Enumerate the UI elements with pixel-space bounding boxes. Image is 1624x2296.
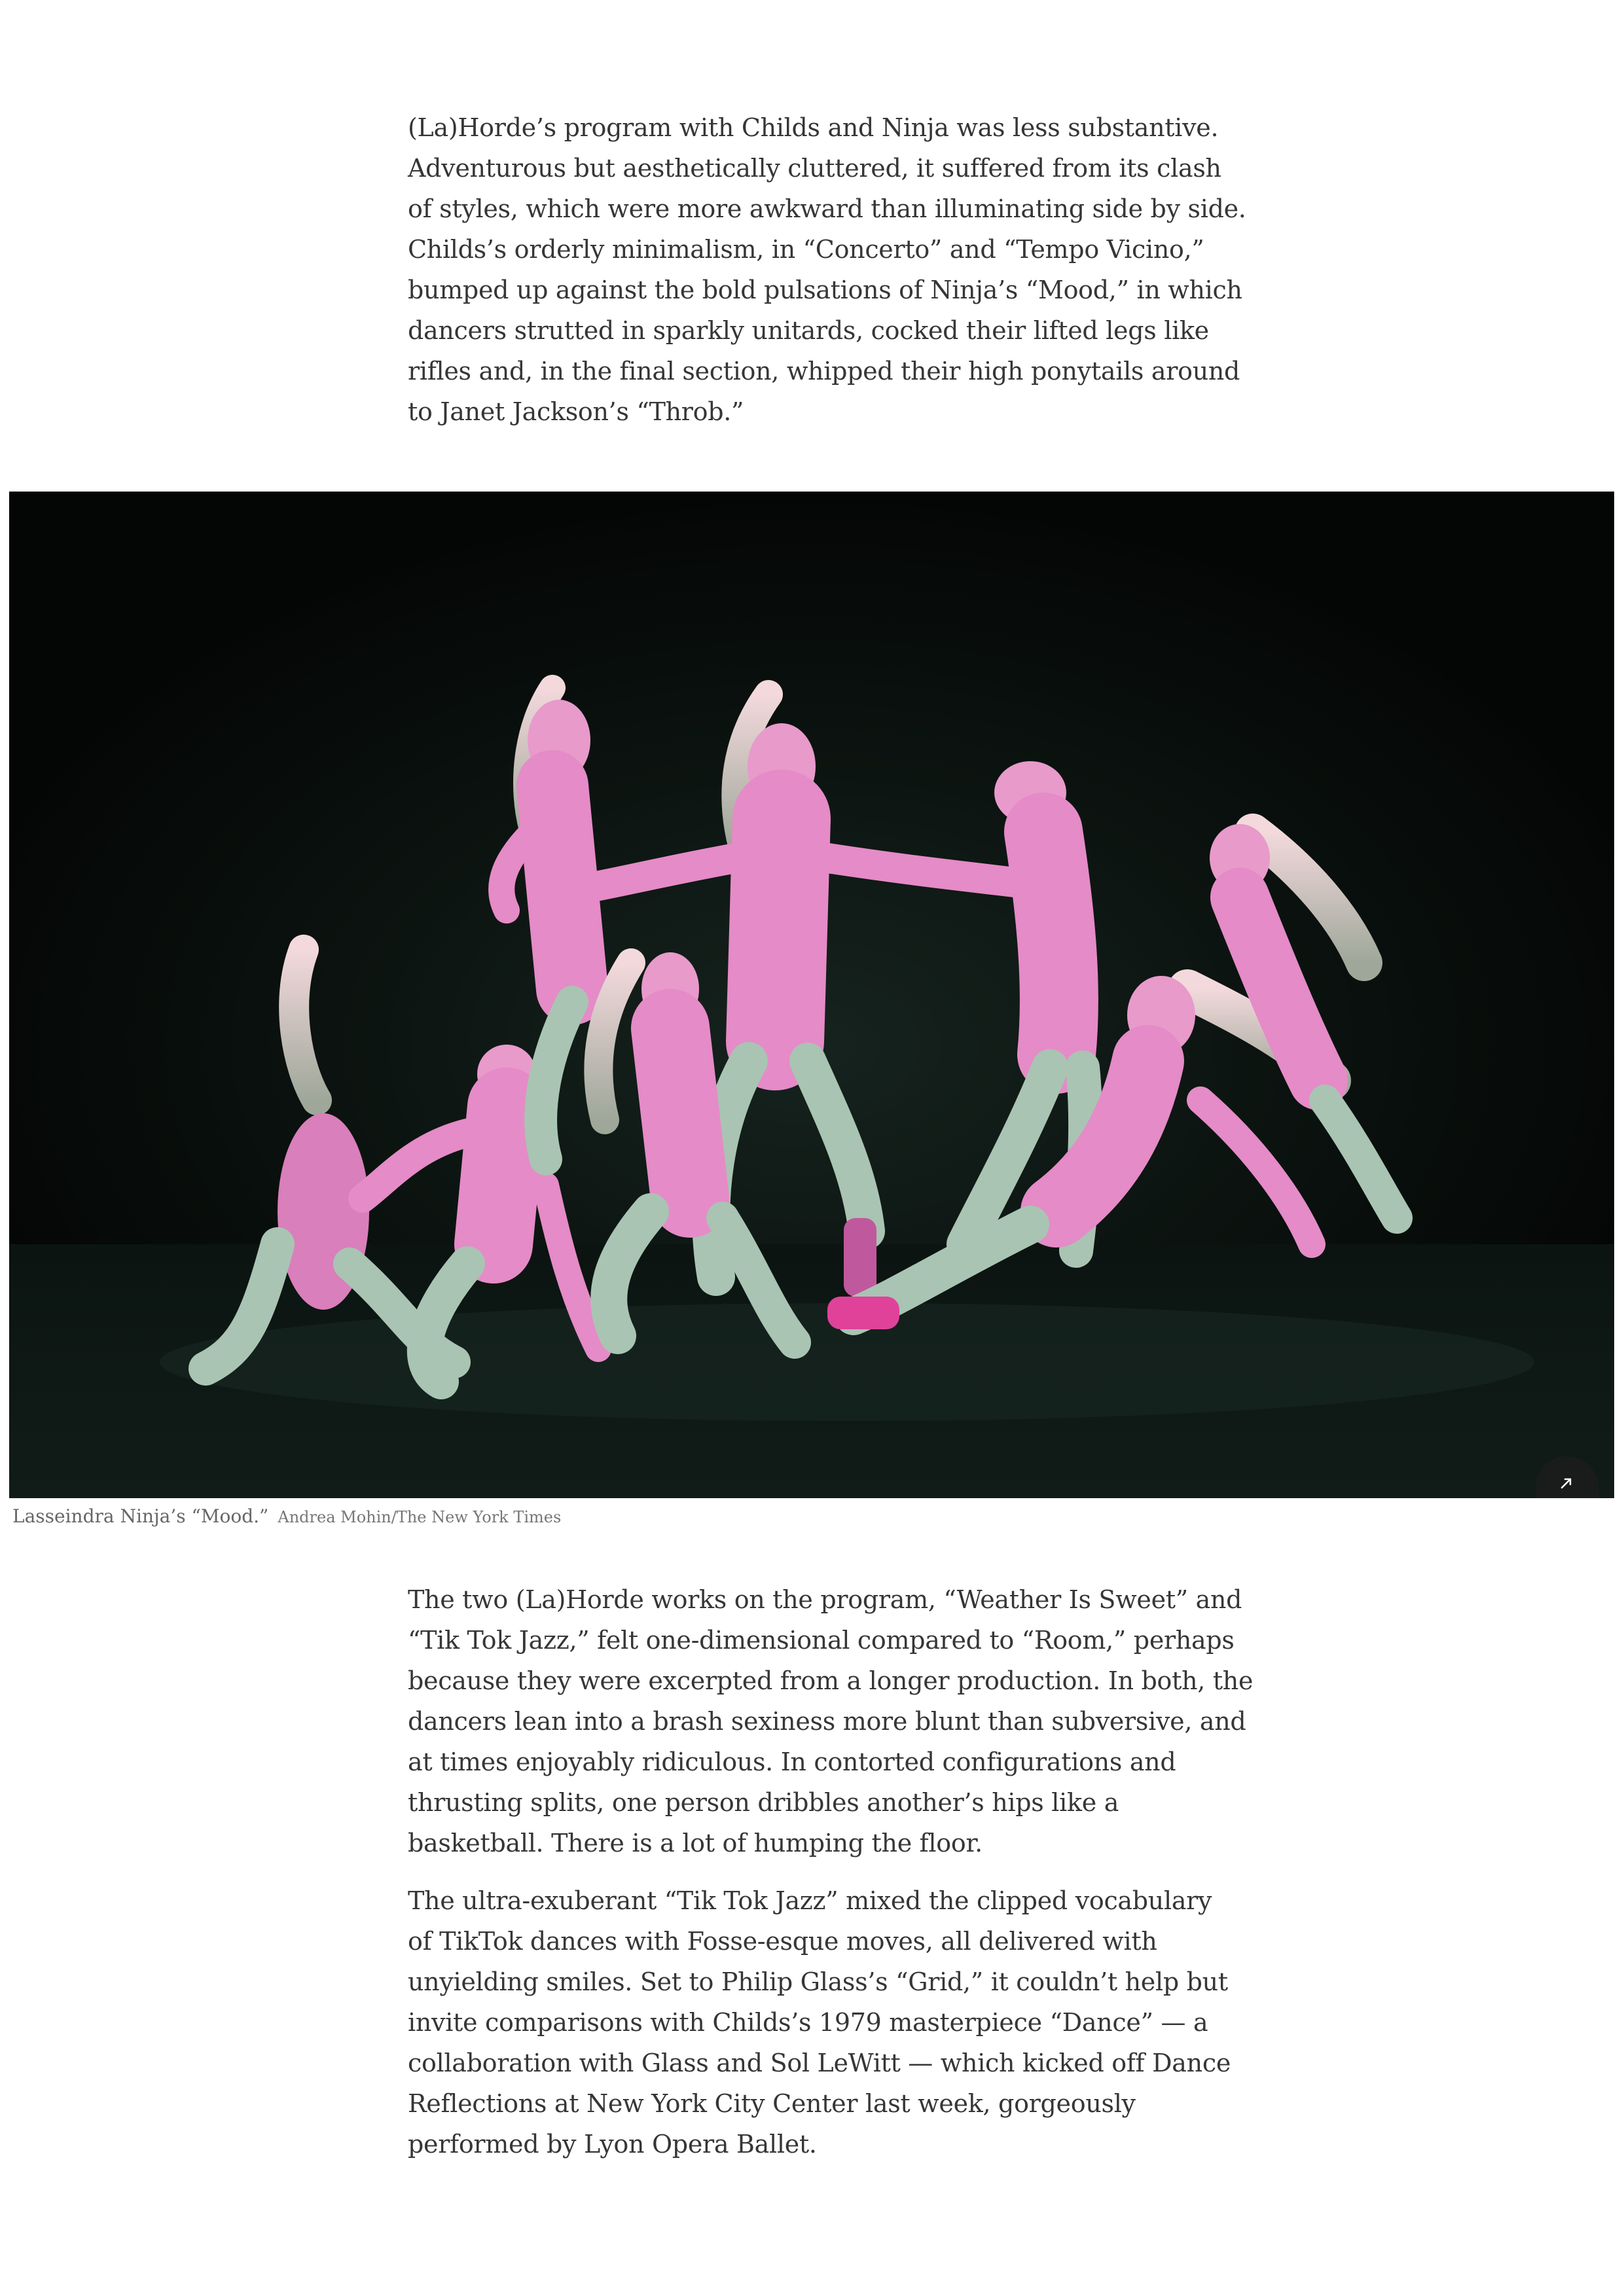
caption-text: Lasseindra Ninja’s “Mood.”	[12, 1505, 269, 1527]
paragraph-line: because they were excerpted from a longer production. In both, the	[408, 1666, 1254, 1695]
paragraph-line: to Janet Jackson’s “Throb.”	[408, 397, 744, 426]
paragraph-line: bumped up against the bold pulsations of Ninja’s “Mood,” in which	[408, 276, 1242, 304]
paragraph-line: at times enjoyably ridiculous. In contorted configurations and	[408, 1748, 1176, 1776]
paragraph-line: Childs’s orderly minimalism, in “Concerto” and “Tempo Vicino,”	[408, 235, 1204, 264]
paragraph-line: thrusting splits, one person dribbles another’s hips like a	[408, 1788, 1119, 1817]
article-photo[interactable]	[9, 492, 1614, 1498]
paragraph-line: dancers strutted in sparkly unitards, cocked their lifted legs like	[408, 316, 1209, 345]
paragraph-line: rifles and, in the final section, whipped their high ponytails around	[408, 357, 1240, 386]
paragraph-line: “Tik Tok Jazz,” felt one-dimensional compared to “Room,” perhaps	[408, 1626, 1235, 1655]
paragraph-line: The two (La)Horde works on the program, “Weather Is Sweet” and	[408, 1585, 1242, 1614]
paragraph-line: The ultra-exuberant “Tik Tok Jazz” mixed the clipped vocabulary	[408, 1886, 1212, 1915]
paragraph-line: of TikTok dances with Fosse-esque moves, all delivered with	[408, 1927, 1157, 1956]
paragraph-line: unyielding smiles. Set to Philip Glass’s “Grid,” it couldn’t help but	[408, 1967, 1228, 1996]
paragraph-line: Reflections at New York City Center last week, gorgeously	[408, 2089, 1136, 2118]
paragraph-line: basketball. There is a lot of humping the floor.	[408, 1829, 983, 1857]
paragraph-line: collaboration with Glass and Sol LeWitt — which kicked off Dance	[408, 2049, 1231, 2077]
article-paragraph	[408, 1880, 1231, 2164]
paragraph-line: Adventurous but aesthetically cluttered, it suffered from its clash	[408, 154, 1221, 183]
photo-caption	[12, 1505, 561, 1527]
article-paragraph	[408, 1579, 1254, 1863]
paragraph-line: (La)Horde’s program with Childs and Ninja was less substantive.	[408, 113, 1219, 142]
dancers-photo-illustration	[9, 492, 1614, 1498]
expand-arrow-icon	[1559, 1476, 1574, 1490]
paragraph-line: performed by Lyon Opera Ballet.	[408, 2130, 817, 2159]
paragraph-line: invite comparisons with Childs’s 1979 masterpiece “Dance” — a	[408, 2008, 1208, 2037]
paragraph-line: of styles, which were more awkward than illuminating side by side.	[408, 194, 1246, 223]
article-paragraph	[408, 107, 1246, 432]
paragraph-line: dancers lean into a brash sexiness more blunt than subversive, and	[408, 1707, 1246, 1736]
photo-credit: Andrea Mohin/The New York Times	[278, 1508, 562, 1526]
